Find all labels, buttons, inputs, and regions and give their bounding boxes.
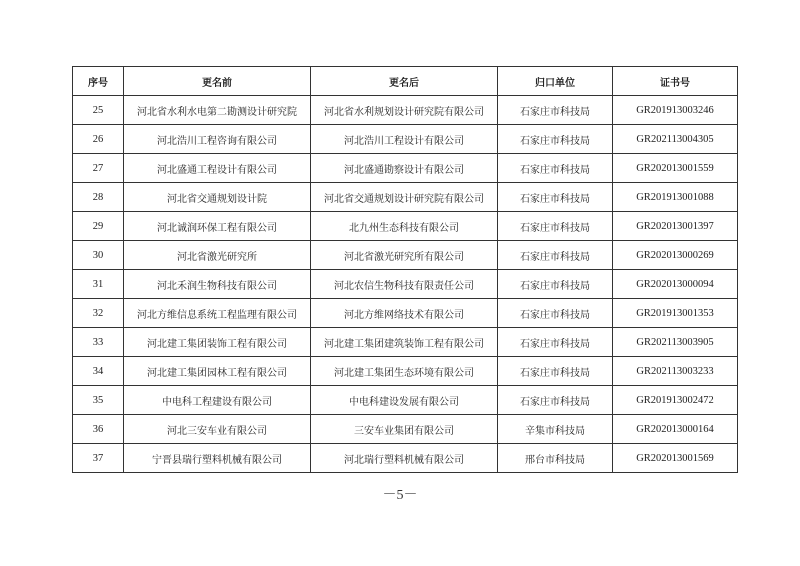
table-row	[73, 212, 738, 241]
cell-serial: 35	[73, 386, 124, 415]
header-certificate: 证书号	[613, 67, 738, 96]
cell-authority: 辛集市科技局	[498, 415, 613, 444]
table-row	[73, 357, 738, 386]
cell-certificate: GR201913002472	[613, 386, 738, 415]
cell-name-after: 河北省激光研究所有限公司	[311, 241, 498, 270]
cell-serial: 25	[73, 96, 124, 125]
cell-authority: 石家庄市科技局	[498, 241, 613, 270]
cell-authority: 石家庄市科技局	[498, 96, 613, 125]
cell-certificate: GR202013000094	[613, 270, 738, 299]
cell-authority: 石家庄市科技局	[498, 299, 613, 328]
cell-name-after: 河北省交通规划设计研究院有限公司	[311, 183, 498, 212]
cell-serial: 27	[73, 154, 124, 183]
header-name-after: 更名后	[311, 67, 498, 96]
cell-name-after: 北九州生态科技有限公司	[311, 212, 498, 241]
cell-name-before: 河北省激光研究所	[124, 241, 311, 270]
table-row	[73, 270, 738, 299]
cell-certificate: GR202113003905	[613, 328, 738, 357]
cell-authority: 石家庄市科技局	[498, 125, 613, 154]
cell-name-after: 河北方维网络技术有限公司	[311, 299, 498, 328]
cell-serial: 29	[73, 212, 124, 241]
cell-certificate: GR202113004305	[613, 125, 738, 154]
cell-serial: 34	[73, 357, 124, 386]
cell-certificate: GR201913001353	[613, 299, 738, 328]
table-row	[73, 241, 738, 270]
table-row	[73, 386, 738, 415]
cell-name-before: 河北禾润生物科技有限公司	[124, 270, 311, 299]
table-row	[73, 96, 738, 125]
header-authority: 归口单位	[498, 67, 613, 96]
cell-certificate: GR202013000269	[613, 241, 738, 270]
cell-serial: 37	[73, 444, 124, 473]
header-name-before: 更名前	[124, 67, 311, 96]
cell-name-after: 河北瑞行塑料机械有限公司	[311, 444, 498, 473]
cell-serial: 33	[73, 328, 124, 357]
cell-name-after: 河北农信生物科技有限责任公司	[311, 270, 498, 299]
cell-name-after: 河北浩川工程设计有限公司	[311, 125, 498, 154]
cell-name-after: 河北省水利规划设计研究院有限公司	[311, 96, 498, 125]
cell-authority: 石家庄市科技局	[498, 357, 613, 386]
cell-serial: 28	[73, 183, 124, 212]
cell-name-before: 河北省交通规划设计院	[124, 183, 311, 212]
table-body	[73, 96, 738, 473]
cell-name-before: 河北盛通工程设计有限公司	[124, 154, 311, 183]
cell-certificate: GR201913003246	[613, 96, 738, 125]
cell-name-before: 河北三安车业有限公司	[124, 415, 311, 444]
cell-name-after: 河北建工集团生态环境有限公司	[311, 357, 498, 386]
cell-serial: 31	[73, 270, 124, 299]
cell-serial: 36	[73, 415, 124, 444]
cell-name-after: 中电科建设发展有限公司	[311, 386, 498, 415]
header-serial: 序号	[73, 67, 124, 96]
table-row	[73, 183, 738, 212]
cell-serial: 30	[73, 241, 124, 270]
cell-name-before: 河北方维信息系统工程监理有限公司	[124, 299, 311, 328]
cell-authority: 石家庄市科技局	[498, 270, 613, 299]
cell-certificate: GR202013000164	[613, 415, 738, 444]
table-row	[73, 415, 738, 444]
cell-name-before: 中电科工程建设有限公司	[124, 386, 311, 415]
cell-name-before: 宁晋县瑞行塑料机械有限公司	[124, 444, 311, 473]
table-header-row	[73, 67, 738, 96]
cell-name-before: 河北省水利水电第二勘测设计研究院	[124, 96, 311, 125]
table-row	[73, 299, 738, 328]
cell-name-after: 河北盛通勘察设计有限公司	[311, 154, 498, 183]
cell-name-before: 河北诚润环保工程有限公司	[124, 212, 311, 241]
cell-certificate: GR202013001397	[613, 212, 738, 241]
cell-authority: 邢台市科技局	[498, 444, 613, 473]
cell-name-before: 河北建工集团装饰工程有限公司	[124, 328, 311, 357]
table-row	[73, 444, 738, 473]
renaming-table	[72, 66, 738, 473]
cell-certificate: GR202113003233	[613, 357, 738, 386]
cell-certificate: GR202013001569	[613, 444, 738, 473]
page-number: －5－	[382, 488, 418, 503]
cell-authority: 石家庄市科技局	[498, 328, 613, 357]
cell-name-after: 河北建工集团建筑装饰工程有限公司	[311, 328, 498, 357]
cell-name-before: 河北建工集团园林工程有限公司	[124, 357, 311, 386]
cell-certificate: GR202013001559	[613, 154, 738, 183]
cell-authority: 石家庄市科技局	[498, 183, 613, 212]
table-row	[73, 328, 738, 357]
cell-name-before: 河北浩川工程咨询有限公司	[124, 125, 311, 154]
cell-authority: 石家庄市科技局	[498, 212, 613, 241]
cell-authority: 石家庄市科技局	[498, 154, 613, 183]
cell-name-after: 三安车业集团有限公司	[311, 415, 498, 444]
cell-serial: 26	[73, 125, 124, 154]
cell-serial: 32	[73, 299, 124, 328]
cell-certificate: GR201913001088	[613, 183, 738, 212]
table-row	[73, 154, 738, 183]
cell-authority: 石家庄市科技局	[498, 386, 613, 415]
table-row	[73, 125, 738, 154]
